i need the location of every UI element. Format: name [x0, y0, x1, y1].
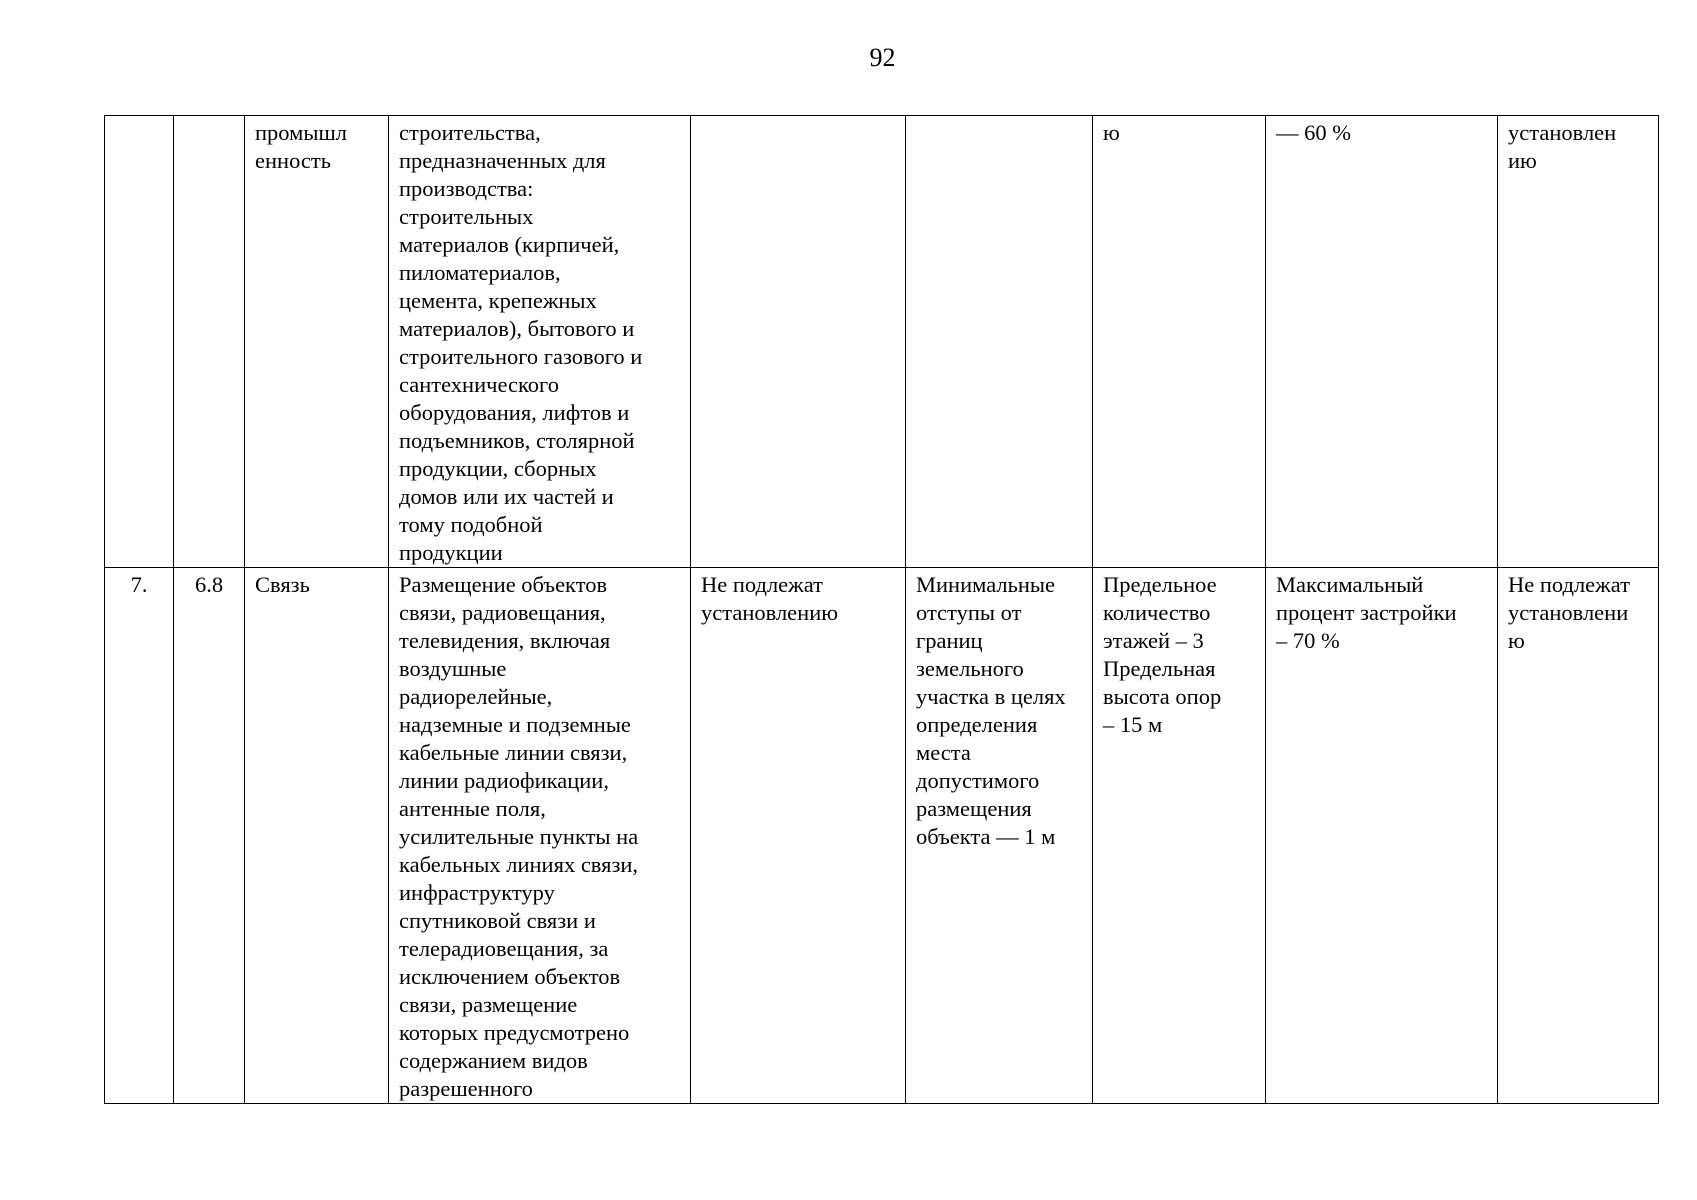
cell-setbacks: Минимальные отступы от границ земельного участка в целях определения места допустимого размещения объекта — 1 м — [906, 568, 1093, 1104]
cell-plot-area: Не подлежат установлению — [691, 568, 906, 1104]
cell-use-description: Размещение объектов связи, радиовещания, телевидения, включая воздушные радиорелейные, надземные и подземные кабельные линии связи, линии радиофикации, антенные поля, усилительные пункты на кабельных линиях связи, инфраструктуру спутниковой связи и телерадиовещания, за исключением объектов связи, размещение которых предусмотрено содержанием видов разрешенного — [389, 568, 691, 1104]
table-row — [105, 568, 1659, 1104]
cell-other: установлен ию — [1498, 116, 1659, 568]
cell-number — [105, 116, 174, 568]
cell-coverage: — 60 % — [1266, 116, 1498, 568]
regulations-table — [104, 115, 1659, 1104]
page-number: 92 — [869, 43, 896, 72]
cell-other: Не подлежат установлени ю — [1498, 568, 1659, 1104]
cell-number: 7. — [105, 568, 174, 1104]
cell-code: 6.8 — [174, 568, 245, 1104]
cell-use-description: строительства, предназначенных для производства: строительных материалов (кирпичей, пиломатериалов, цемента, крепежных материалов), бытового и строительного газового и сантехнического оборудования, лифтов и подъемников, столярной продукции, сборных домов или их частей и тому подобной продукции — [389, 116, 691, 568]
cell-plot-area — [691, 116, 906, 568]
table-row — [105, 116, 1659, 568]
cell-use-name: промышл енность — [245, 116, 389, 568]
cell-floors-height: Предельное количество этажей – 3 Предельная высота опор – 15 м — [1093, 568, 1266, 1104]
cell-code — [174, 116, 245, 568]
cell-setbacks — [906, 116, 1093, 568]
cell-floors-height: ю — [1093, 116, 1266, 568]
cell-coverage: Максимальный процент застройки – 70 % — [1266, 568, 1498, 1104]
cell-use-name: Связь — [245, 568, 389, 1104]
